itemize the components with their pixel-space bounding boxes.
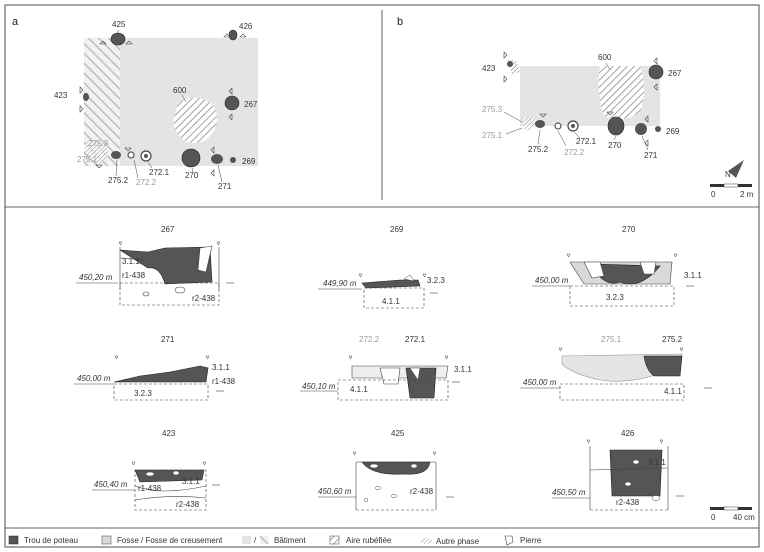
legend-swatch-other-phase bbox=[420, 538, 432, 544]
post-hole-426 bbox=[229, 30, 237, 40]
post-hole-275-2-b bbox=[535, 120, 545, 128]
legend-stone: Pierre bbox=[520, 536, 542, 545]
plan-a-label-600: 600 bbox=[173, 86, 187, 95]
plan-a-label-275-1: 275.1 bbox=[77, 155, 98, 164]
post-hole-267-b bbox=[649, 65, 663, 79]
post-hole-423 bbox=[83, 93, 89, 101]
section-426-elev: 450,50 m bbox=[552, 488, 586, 497]
section-426 bbox=[552, 429, 684, 510]
section-267-layer-r2-438: r2-438 bbox=[192, 294, 216, 303]
section-269-title: 269 bbox=[390, 225, 404, 234]
section-271-layer-3-1-1: 3.1.1 bbox=[212, 363, 230, 372]
legend-building: Bâtiment bbox=[274, 536, 306, 545]
plan-a-label-275-2: 275.2 bbox=[108, 176, 129, 185]
post-hole-270 bbox=[182, 149, 200, 167]
section-423-elev: 450,40 m bbox=[94, 480, 128, 489]
plan-b-label-423: 423 bbox=[482, 64, 496, 73]
section-270-layer-3-1-1: 3.1.1 bbox=[684, 271, 702, 280]
plan-a-label-269: 269 bbox=[242, 157, 256, 166]
section-267 bbox=[76, 225, 234, 305]
section-423-layer-r1-438: r1-438 bbox=[138, 484, 162, 493]
section-275-title-b: 275.2 bbox=[662, 335, 683, 344]
plan-b bbox=[482, 52, 682, 160]
plan-scale-end: 2 m bbox=[740, 190, 754, 199]
legend-swatch-post-hole bbox=[9, 536, 18, 544]
panel-label-a: a bbox=[12, 16, 19, 28]
section-272 bbox=[300, 335, 472, 400]
section-271-elev: 450,00 m bbox=[77, 374, 111, 383]
plan-a bbox=[54, 20, 258, 191]
section-271-layer-3-2-3: 3.2.3 bbox=[134, 389, 152, 398]
section-270 bbox=[532, 225, 702, 306]
post-hole-269-b bbox=[655, 126, 661, 132]
plan-a-label-426: 426 bbox=[239, 22, 253, 31]
post-hole-267 bbox=[225, 96, 239, 110]
legend-swatch-building bbox=[242, 536, 251, 544]
section-267-elev: 450,20 m bbox=[79, 273, 113, 282]
section-275-layer-4-1-1: 4.1.1 bbox=[664, 387, 682, 396]
plan-a-label-272-1: 272.1 bbox=[149, 168, 170, 177]
post-hole-271-b bbox=[635, 123, 647, 135]
north-label: N bbox=[725, 170, 731, 179]
plan-a-label-272-2: 272.2 bbox=[136, 178, 157, 187]
legend-post-hole: Trou de poteau bbox=[24, 536, 78, 545]
plan-b-label-275-1: 275.1 bbox=[482, 131, 503, 140]
plan-a-label-270: 270 bbox=[185, 171, 199, 180]
section-423-layer-3-1-1: 3.1.1 bbox=[182, 477, 200, 486]
section-269 bbox=[318, 225, 445, 308]
section-272-title-a: 272.2 bbox=[359, 335, 380, 344]
section-267-layer-r1-438: r1-438 bbox=[122, 271, 146, 280]
legend-pit: Fosse / Fosse de creusement bbox=[117, 536, 223, 545]
plan-b-label-267: 267 bbox=[668, 69, 682, 78]
north-arrow bbox=[725, 160, 744, 179]
post-hole-272-1-b-core bbox=[571, 124, 575, 128]
section-272-layer-3-1-1: 3.1.1 bbox=[454, 365, 472, 374]
section-426-layer-3-1-1: 3.1.1 bbox=[648, 458, 666, 467]
reddened-area-600-b bbox=[599, 66, 644, 119]
legend-reddened: Aire rubéfiée bbox=[346, 536, 392, 545]
legend-swatch-pit bbox=[102, 536, 111, 544]
section-423 bbox=[92, 429, 220, 510]
legend-building-sep: / bbox=[254, 536, 257, 545]
plan-b-label-275-2: 275.2 bbox=[528, 145, 549, 154]
section-425-elev: 450,60 m bbox=[318, 487, 352, 496]
legend bbox=[9, 536, 542, 546]
section-272-layer-4-1-1: 4.1.1 bbox=[350, 385, 368, 394]
post-hole-269 bbox=[230, 157, 236, 163]
post-hole-272-1-core bbox=[144, 154, 148, 158]
section-271-layer-r1-438: r1-438 bbox=[212, 377, 236, 386]
post-hole-272-2 bbox=[128, 152, 134, 158]
section-426-layer-r2-438: r2-438 bbox=[616, 498, 640, 507]
post-hole-275-2 bbox=[111, 151, 121, 159]
section-scale-start: 0 bbox=[711, 513, 716, 522]
plan-b-label-272-1: 272.1 bbox=[576, 137, 597, 146]
section-269-layer-3-2-3: 3.2.3 bbox=[427, 276, 445, 285]
section-267-layer-3-1-1: 3.1.1 bbox=[122, 257, 140, 266]
section-275-title-a: 275.1 bbox=[601, 335, 622, 344]
section-425 bbox=[318, 429, 454, 510]
plan-b-label-272-2: 272.2 bbox=[564, 148, 585, 157]
section-425-title: 425 bbox=[391, 429, 405, 438]
section-270-title: 270 bbox=[622, 225, 636, 234]
legend-swatch-building-hatched bbox=[260, 536, 269, 544]
post-hole-272-2-b bbox=[555, 123, 561, 129]
section-271 bbox=[74, 335, 236, 400]
section-269-layer-4-1-1: 4.1.1 bbox=[382, 297, 400, 306]
section-275 bbox=[520, 335, 712, 400]
legend-swatch-reddened bbox=[330, 536, 339, 544]
section-272-title-b: 272.1 bbox=[405, 335, 426, 344]
plan-scale-bar bbox=[710, 184, 754, 199]
plan-a-label-275-3: 275.3 bbox=[88, 139, 109, 148]
section-423-title: 423 bbox=[162, 429, 176, 438]
post-hole-425 bbox=[111, 33, 125, 45]
plan-b-label-270: 270 bbox=[608, 141, 622, 150]
section-270-layer-3-2-3: 3.2.3 bbox=[606, 293, 624, 302]
plan-b-label-600: 600 bbox=[598, 53, 612, 62]
post-hole-423-b bbox=[507, 61, 513, 67]
plan-scale-start: 0 bbox=[711, 190, 716, 199]
post-hole-270-b bbox=[608, 117, 624, 135]
panel-label-b: b bbox=[397, 16, 404, 28]
plan-b-label-269: 269 bbox=[666, 127, 680, 136]
plan-a-label-271: 271 bbox=[218, 182, 232, 191]
section-270-elev: 450,00 m bbox=[535, 276, 569, 285]
plan-b-label-275-3: 275.3 bbox=[482, 105, 503, 114]
section-272-elev: 450,10 m bbox=[302, 382, 336, 391]
section-scale-end: 40 cm bbox=[733, 513, 755, 522]
legend-other-phase: Autre phase bbox=[436, 537, 480, 546]
section-267-title: 267 bbox=[161, 225, 175, 234]
plan-a-label-423: 423 bbox=[54, 91, 68, 100]
section-426-title: 426 bbox=[621, 429, 635, 438]
section-scale-bar bbox=[710, 507, 755, 522]
plan-b-label-271: 271 bbox=[644, 151, 658, 160]
section-269-elev: 449,90 m bbox=[323, 279, 357, 288]
section-271-title: 271 bbox=[161, 335, 175, 344]
section-275-elev: 450,00 m bbox=[523, 378, 557, 387]
post-hole-271 bbox=[211, 154, 223, 164]
section-425-layer-r2-438: r2-438 bbox=[410, 487, 434, 496]
section-423-layer-r2-438: r2-438 bbox=[176, 500, 200, 509]
plan-a-label-425: 425 bbox=[112, 20, 126, 29]
legend-swatch-stone bbox=[505, 536, 513, 545]
plan-a-label-267: 267 bbox=[244, 100, 258, 109]
